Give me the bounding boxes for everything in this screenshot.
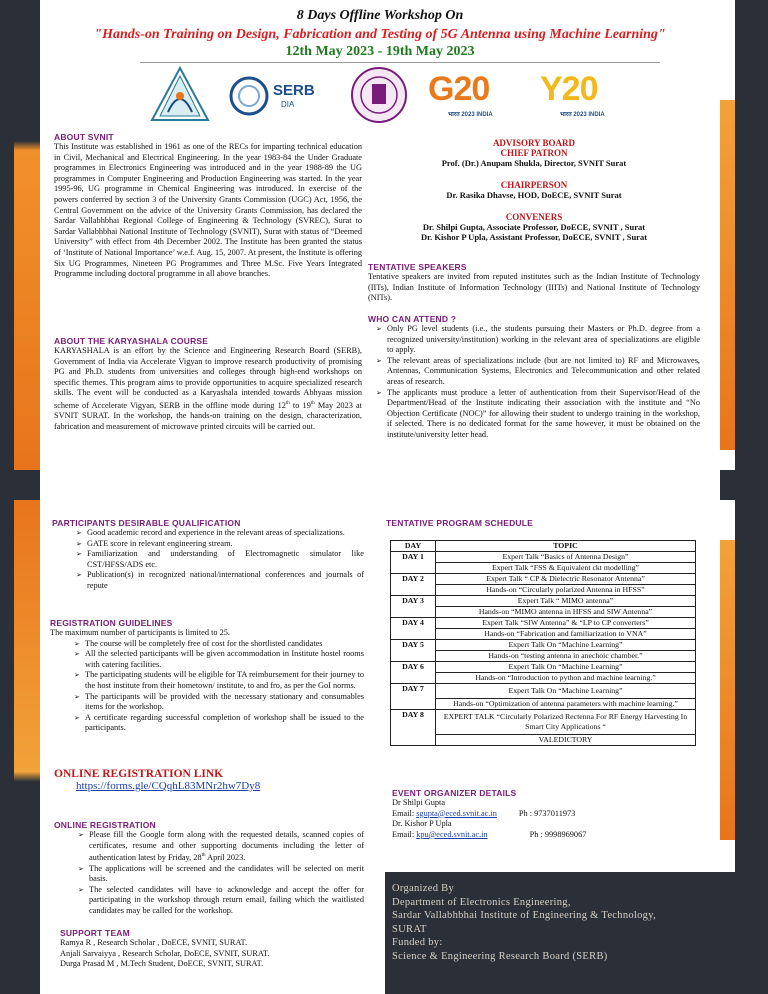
- registration-item: ➢ All the selected participants will be given accommodation in Institute hostel rooms with catering facilities.: [74, 649, 364, 670]
- qualification-item: ➢ Familiarization and understanding of Electromagnetic simulator like CST/HFSS/ADS etc.: [76, 549, 364, 570]
- footer-line: Department of Electronics Engineering,: [392, 896, 571, 908]
- schedule-topic: Expert Talk “FSS & Equivalent ckt modelling”: [436, 563, 696, 574]
- header-underline: [140, 62, 660, 63]
- organizer-section: [392, 788, 712, 840]
- online-registration-list: [54, 830, 364, 917]
- schedule-topic: Expert Talk On “Machine Learning”: [436, 640, 696, 651]
- schedule-day: DAY 6: [391, 662, 436, 684]
- schedule-topic: Expert Talk On “Machine Learning”: [436, 684, 696, 699]
- schedule-day: DAY 1: [391, 552, 436, 574]
- g20-logo: [428, 70, 528, 122]
- schedule-topic: Expert Talk “ MIMO antenna”: [436, 596, 696, 607]
- schedule-topic: Expert Talk “ CP & Dielectric Resonator Antenna”: [436, 574, 696, 585]
- schedule-day: DAY 5: [391, 640, 436, 662]
- schedule-row: [391, 673, 696, 684]
- schedule-row: [391, 629, 696, 640]
- footer-line: Sardar Vallabhbhai Institute of Engineering & Technology,: [392, 910, 657, 921]
- schedule-row: [391, 585, 696, 596]
- registration-heading: REGISTRATION GUIDELINES: [50, 618, 173, 628]
- online-registration-section: [54, 820, 364, 917]
- registration-intro: The maximum number of participants is limited to 25.: [50, 628, 230, 637]
- schedule-topic: Hands-on “testing antenna in anechoic chamber.”: [436, 651, 696, 662]
- schedule-row: [391, 699, 696, 710]
- organizer-phone-1: Ph : 9737011973: [518, 808, 576, 818]
- g20-text: G20: [428, 70, 490, 108]
- schedule-topic: Expert Talk “SIW Antenna” & “LP to CP converters”: [436, 618, 696, 629]
- registration-item: ➢ The participating students will be eligible for TA reimbursement for their journey to the host institute from their hometown/ institute, to and fro, as per the GoI norms.: [74, 670, 364, 691]
- footer-line: SURAT: [392, 923, 427, 935]
- attend-item: ➢ The relevant areas of specializations include (but are not limited to) RF and Microwaves, Antennas, Communication Systems, Electronics and Telecommunication and other related areas of research.: [376, 356, 700, 388]
- schedule-topic: Hands-on “Introduction to python and machine learning.”: [436, 673, 696, 684]
- y20-text: Y20: [540, 70, 598, 108]
- schedule-row: [391, 552, 696, 563]
- advisory-section: [368, 138, 700, 242]
- about-svnit-section: [54, 132, 362, 280]
- about-svnit-text: This Institute was established in 1961 as one of the RECs for imparting technical education in Civil, Mechanical and Electrical Engineering. In the year 1983-84 the Under Graduate programmes in Electronics Engineering was introduced and in the year 1988-89 the UG programmes in Computer Engineering and Production Engineering was started. In the year 1995-96, UG programme in Chemical Engineering was introduced. In exercise of the powers conferred by section 3 of the University Grants Commission (UGC) Act, 1956, the Central Government on the advice of the University Grants Commission, has declared the Sardar Vallabhbhai Regional College of Engineering & Technology (SVREC), Surat to Sardar Vallabhbhai National Institute of Technology (SVNIT), Surat with status of “Deemed University” with effect from 4th December 2002. The Institute has been granted the status of ‘Institute of National Importance’ w.e.f. Aug. 15, 2007. At present, the Institute is offering Six UG Programmes, Nineteen PG Programmes and Three M.Sc. Five Years Integrated Programme including doctoral programme in all above branches.: [54, 142, 362, 279]
- registration-list: [50, 639, 364, 734]
- schedule-topic: Hands-on “Circularly polarized Antenna in HFSS”: [436, 585, 696, 596]
- speakers-section: [368, 262, 700, 304]
- conveners-heading: CONVENERS: [505, 212, 563, 222]
- schedule-topic: Expert Talk “Basics of Antenna Design”: [436, 552, 696, 563]
- page-divider: [0, 470, 768, 500]
- schedule-topic: Hands-on “Optimization of antenna parameters with machine learning.”: [436, 699, 696, 710]
- qualification-item: ➢ Publication(s) in recognized national/international conferences and journals of repute: [76, 570, 364, 591]
- attend-section: [368, 314, 700, 441]
- schedule-col-day: DAY: [391, 541, 436, 552]
- registration-item: ➢ The course will be completely free of cost for the shortlisted candidates: [74, 639, 364, 650]
- schedule-day: DAY 3: [391, 596, 436, 618]
- schedule-topic: Hands-on “Fabrication and familiarization to VNA”: [436, 629, 696, 640]
- schedule-row: [391, 596, 696, 607]
- serb-logo: [225, 72, 335, 120]
- online-link-heading: ONLINE REGISTRATION LINK: [54, 768, 224, 780]
- schedule-row: [391, 563, 696, 574]
- schedule-row: [391, 618, 696, 629]
- organizer-email-1[interactable]: sgupta@eced.svnit.ac.in: [416, 808, 497, 818]
- qualification-section: [52, 518, 364, 592]
- organizer-contact-2: Email: kpu@eced.svnit.ac.in Ph : 9998969067: [392, 829, 587, 839]
- schedule-table: [390, 540, 696, 746]
- online-registration-item: ➢ The applications will be screened and the candidates will be selected on merit basis.: [78, 864, 364, 885]
- schedule-col-topic: TOPIC: [436, 541, 696, 552]
- footer-organized-by: [392, 882, 732, 963]
- advisory-heading: ADVISORY BOARD: [492, 138, 576, 148]
- registration-item: ➢ The participants will be provided with the necessary stationary and consumables items for the workshop.: [74, 692, 364, 713]
- about-svnit-heading: ABOUT SVNIT: [54, 132, 114, 142]
- attend-item: ➢ Only PG level students (i.e., the students pursuing their Masters or Ph.D. degree from a recognized university/institution) working in the relevant area of specializations are eligible to apply.: [376, 324, 700, 356]
- schedule-topic: VALEDICTORY: [436, 735, 696, 746]
- chairperson-heading: CHAIRPERSON: [500, 180, 568, 190]
- g20-caption: भारत 2023 INDIA: [448, 112, 493, 118]
- schedule-day: DAY 8: [391, 710, 436, 746]
- convener-2: Dr. Kishor P Upla, Assistant Professor, DoECE, SVNIT , Surat: [420, 232, 648, 242]
- serb-logo-text: SERB: [273, 82, 315, 99]
- schedule-day: DAY 7: [391, 684, 436, 710]
- attend-item: ➢ The applicants must produce a letter of authentication from their Supervisor/Head of the Department/Head of the Institute indicating their association with the institute and “No Objection Certificate (NOC)” for allowing their student to undergo training in the workshop, if selected. There is no dedicated format for the same however, it must be obtained on the institute/university letter head.: [376, 388, 700, 441]
- speakers-heading: TENTATIVE SPEAKERS: [368, 262, 467, 272]
- footer-line: Organized By: [392, 883, 455, 894]
- schedule-row: [391, 651, 696, 662]
- qualification-list: [52, 528, 364, 592]
- schedule-day: DAY 4: [391, 618, 436, 640]
- support-member: Ramya R , Research Scholar , DoECE, SVNIT, SURAT.: [60, 938, 248, 947]
- support-heading: SUPPORT TEAM: [60, 928, 130, 938]
- schedule-row: [391, 735, 696, 746]
- registration-link[interactable]: https://forms.gle/CQqhL83MNr2hw7Dy8: [76, 780, 261, 792]
- registration-item: ➢ A certificate regarding successful completion of workshop shall be issued to the participants.: [74, 713, 364, 734]
- about-course-section: [54, 336, 362, 433]
- right-orange-band: [720, 100, 735, 450]
- online-link-section: [54, 768, 364, 792]
- qualification-item: ➢ Good academic record and experience in the relevant areas of specializations.: [76, 528, 364, 539]
- organizer-phone-2: Ph : 9998969067: [529, 829, 587, 839]
- institute-emblem: [350, 66, 408, 124]
- schedule-row: [391, 710, 696, 735]
- footer-line: Funded by:: [392, 937, 443, 948]
- chief-patron-name: Prof. (Dr.) Anupam Shukla, Director, SVNIT Surat: [441, 158, 627, 168]
- header-line1: 8 Days Offline Workshop On: [296, 8, 464, 23]
- schedule-topic: EXPERT TALK “Circularly Polarized Rectenna For RF Energy Harvesting In Smart City Applications “: [436, 710, 696, 735]
- qualification-heading: PARTICIPANTS DESIRABLE QUALIFICATION: [52, 518, 241, 528]
- schedule-row: [391, 662, 696, 673]
- online-registration-item: ➢ The selected candidates will have to acknowledge and accept the offer for participating in the workshop through return email, failing which the waitlisted candidates may be called for the workshop.: [78, 885, 364, 917]
- y20-logo: [540, 70, 640, 122]
- organizer-contact-1: Email: sgupta@eced.svnit.ac.in Ph : 9737011973: [392, 808, 576, 818]
- schedule-row: [391, 574, 696, 585]
- organizer-name-1: Dr Shilpi Gupta: [392, 798, 446, 807]
- schedule-topic: Expert Talk On “Machine Learning”: [436, 662, 696, 673]
- chairperson-name: Dr. Rasika Dhavse, HOD, DoECE, SVNIT Surat: [446, 190, 622, 200]
- schedule-row: [391, 640, 696, 651]
- y20-caption: भारत 2023 INDIA: [560, 112, 605, 118]
- about-course-text: KARYASHALA is an effort by the Science and Engineering Research Board (SERB), Government of India via Accelerate Vigyan to improve research productivity of promising PG and Ph.D. students from universities and colleges through high-end workshops on specific themes. This program aims to provide opportunities to acquire specialized research skills. The event will be conducted as a Karyashala intended towards Abhyaas mission scheme of Accelerate Vigyan, SERB in the offline mode during 12th to 19th May 2023 at SVNIT SURAT. In the workshop, the hands-on training on the design, characterization, fabrication and measurement of microwave printed circuits will be carried out.: [54, 346, 362, 431]
- schedule-row: [391, 607, 696, 618]
- divider-dark-left: [0, 470, 40, 500]
- schedule-heading: TENTATIVE PROGRAM SCHEDULE: [386, 518, 534, 528]
- logo-row: [130, 66, 650, 124]
- left-orange-band-bottom: [14, 500, 40, 994]
- footer-line: Science & Engineering Research Board (SERB): [392, 950, 608, 962]
- qualification-item: ➢ GATE score in relevant engineering stream.: [76, 539, 364, 550]
- schedule-row: [391, 684, 696, 699]
- attend-heading: WHO CAN ATTEND ?: [368, 314, 457, 324]
- schedule-topic: Hands-on “MIMO antenna in HFSS and SIW Antenna”: [436, 607, 696, 618]
- about-course-heading: ABOUT THE KARYASHALA COURSE: [54, 336, 209, 346]
- schedule-table-wrap: [390, 540, 696, 746]
- chief-patron-heading: CHIEF PATRON: [500, 148, 568, 158]
- organizer-name-2: Dr. Kishor P Upla: [392, 819, 452, 829]
- schedule-header-row: [391, 541, 696, 552]
- attend-list: [368, 324, 700, 441]
- schedule-day: DAY 2: [391, 574, 436, 596]
- header-dates: 12th May 2023 - 19th May 2023: [285, 44, 475, 59]
- header-title: "Hands-on Training on Design, Fabrication and Testing of 5G Antenna using Machine Learning": [94, 27, 666, 42]
- serb-logo-subtext: DIA: [281, 100, 295, 109]
- organizer-email-2[interactable]: kpu@eced.svnit.ac.in: [416, 829, 488, 839]
- right-orange-band-bottom: [720, 540, 735, 840]
- online-registration-item: ➢ Please fill the Google form along with the requested details, scanned copies of certificates, resume and other supporting documents including the letter of authentication latest by Friday, 28th April 2023.: [78, 830, 364, 864]
- left-orange-band: [14, 0, 40, 470]
- support-member: Anjali Sarvaiyya , Research Scholar, DoECE, SVNIT, SURAT.: [60, 948, 270, 958]
- divider-dark-right: [720, 470, 768, 500]
- organizer-heading: EVENT ORGANIZER DETAILS: [392, 788, 517, 798]
- svnit-logo: [150, 66, 210, 122]
- support-member: Durga Prasad M , M.Tech Student, DoECE, SVNIT, SURAT.: [60, 959, 264, 969]
- registration-section: [50, 618, 364, 734]
- support-section: [60, 928, 364, 970]
- online-registration-heading: ONLINE REGISTRATION: [54, 820, 156, 830]
- convener-1: Dr. Shilpi Gupta, Associate Professor, DoECE, SVNIT , Surat: [422, 222, 646, 232]
- speakers-text: Tentative speakers are invited from reputed institutes such as the Indian Institute of Technology (IITs), Indian Institute of Information Technology (IIITs) and National Institute of Technology (NITs).: [368, 272, 700, 303]
